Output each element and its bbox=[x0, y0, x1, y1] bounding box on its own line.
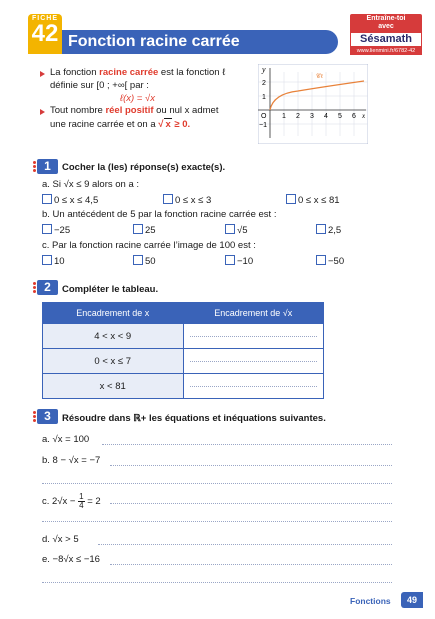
answer-line[interactable] bbox=[102, 444, 392, 445]
answer-line[interactable] bbox=[190, 361, 318, 362]
q3b: b. 8 − √x = −7 bbox=[42, 455, 101, 466]
q1b-option[interactable] bbox=[316, 224, 341, 237]
section3-number: 3 bbox=[37, 409, 58, 424]
table-row bbox=[43, 374, 324, 399]
checkbox[interactable] bbox=[42, 255, 52, 265]
option-label: 10 bbox=[54, 256, 65, 267]
section1-title: Cocher la (les) réponse(s) exacte(s). bbox=[62, 162, 226, 173]
promo-line2: avec bbox=[378, 23, 394, 30]
q3c bbox=[42, 493, 101, 510]
graph-origin: O bbox=[261, 113, 267, 120]
checkbox[interactable] bbox=[316, 255, 326, 265]
q1a-prompt: a. Si √x ≤ 9 alors on a : bbox=[42, 179, 140, 190]
checkbox[interactable] bbox=[42, 224, 52, 234]
def-text: La fonction bbox=[50, 67, 100, 78]
option-label: −25 bbox=[54, 225, 71, 236]
checkbox[interactable] bbox=[225, 255, 235, 265]
section1-number: 1 bbox=[37, 159, 58, 174]
graph-x-tick: 2 bbox=[296, 113, 300, 120]
graph-x-tick: 1 bbox=[282, 113, 286, 120]
checkbox[interactable] bbox=[286, 194, 296, 204]
def-line5 bbox=[50, 118, 190, 131]
graph-curve-label: 𝒞ℓ bbox=[316, 74, 324, 80]
graph-y-tick: −1 bbox=[259, 122, 267, 129]
checkbox[interactable] bbox=[133, 255, 143, 265]
page-title: Fonction racine carrée bbox=[68, 33, 240, 50]
bullet-icon bbox=[40, 71, 45, 77]
def-highlight: racine carrée bbox=[99, 67, 159, 78]
table-header-x: Encadrement de x bbox=[43, 303, 184, 324]
q1c-option[interactable] bbox=[316, 255, 344, 268]
def-sqrt-highlight: √ x bbox=[158, 119, 171, 130]
answer-cell[interactable] bbox=[183, 349, 324, 374]
q3d: d. √x > 5 bbox=[42, 534, 79, 545]
fiche-label: FICHE bbox=[32, 15, 58, 22]
promo-callout bbox=[350, 14, 422, 32]
graph-x-label: x bbox=[362, 112, 366, 120]
q3c-pre: c. 2√x − bbox=[42, 496, 76, 508]
section2-number: 2 bbox=[37, 280, 58, 295]
def-highlight: ≥ 0. bbox=[171, 119, 191, 130]
def-text: ou nul x admet bbox=[153, 105, 219, 116]
answer-line[interactable] bbox=[190, 386, 318, 387]
checkbox[interactable] bbox=[225, 224, 235, 234]
q1a-option[interactable] bbox=[42, 194, 98, 207]
def-line4 bbox=[50, 105, 218, 117]
fiche-badge bbox=[28, 14, 62, 54]
graph-frame bbox=[258, 64, 368, 144]
promo-url[interactable]: www.lienmini.fr/6782-42 bbox=[350, 47, 422, 55]
option-label: 50 bbox=[145, 256, 156, 267]
promo-box[interactable] bbox=[350, 14, 422, 64]
fraction bbox=[78, 493, 84, 510]
graph-x-tick: 6 bbox=[352, 113, 356, 120]
fiche-number: 42 bbox=[31, 20, 59, 47]
answer-line[interactable] bbox=[110, 564, 392, 565]
q1b-option[interactable] bbox=[133, 224, 156, 237]
answer-cell[interactable] bbox=[183, 374, 324, 399]
def-text: est la fonction ℓ bbox=[158, 67, 226, 78]
q1c-option[interactable] bbox=[225, 255, 253, 268]
option-label: −10 bbox=[237, 256, 254, 267]
answer-line[interactable] bbox=[42, 521, 392, 522]
page-number: 49 bbox=[401, 592, 423, 608]
def-line1 bbox=[50, 67, 225, 79]
q3e: e. −8√x ≤ −16 bbox=[42, 554, 100, 565]
def-formula: ℓ(x) = √x bbox=[120, 93, 155, 104]
option-label: 25 bbox=[145, 225, 156, 236]
promo-brand: Sésamath bbox=[350, 32, 422, 47]
q3c-post: = 2 bbox=[87, 496, 101, 508]
section2-title: Compléter le tableau. bbox=[62, 284, 159, 295]
option-label: 2,5 bbox=[328, 225, 342, 236]
table-cell: 4 < x < 9 bbox=[43, 324, 184, 349]
q1a-option[interactable] bbox=[163, 194, 211, 207]
answer-line[interactable] bbox=[42, 582, 392, 583]
def-text: une racine carrée et on a bbox=[50, 119, 159, 130]
answer-line[interactable] bbox=[110, 465, 392, 466]
answer-line[interactable] bbox=[42, 483, 392, 484]
checkbox[interactable] bbox=[163, 194, 173, 204]
graph-y-tick: 1 bbox=[262, 94, 266, 101]
q3a: a. √x = 100 bbox=[42, 434, 90, 445]
graph-x-tick: 4 bbox=[324, 113, 328, 120]
bullet-icon bbox=[40, 109, 45, 115]
answer-line[interactable] bbox=[98, 544, 392, 545]
q1c-option[interactable] bbox=[133, 255, 156, 268]
section3-title: Résoudre dans ℝ+ les équations et inéquations suivantes. bbox=[62, 413, 326, 424]
option-label: 0 ≤ x ≤ 3 bbox=[175, 195, 212, 206]
sqrt-graph bbox=[258, 64, 368, 144]
answer-line[interactable] bbox=[190, 336, 318, 337]
checkbox[interactable] bbox=[42, 194, 52, 204]
table-cell: 0 < x ≤ 7 bbox=[43, 349, 184, 374]
table-cell: x < 81 bbox=[43, 374, 184, 399]
graph-x-tick: 3 bbox=[310, 113, 314, 120]
option-label: √5 bbox=[237, 225, 248, 236]
graph-x-tick: 5 bbox=[338, 113, 342, 120]
option-label: 0 ≤ x ≤ 81 bbox=[298, 195, 340, 206]
promo-line1: Entraîne-toi bbox=[366, 15, 406, 22]
table-row bbox=[43, 324, 324, 349]
fraction-num: 1 bbox=[79, 492, 84, 501]
encadrement-table bbox=[42, 302, 324, 399]
answer-line[interactable] bbox=[110, 503, 392, 504]
table-header-sqrtx: Encadrement de √x bbox=[183, 303, 324, 324]
option-label: 0 ≤ x ≤ 4,5 bbox=[54, 195, 99, 206]
q1c-prompt: c. Par la fonction racine carrée l’image de 100 est : bbox=[42, 240, 256, 251]
q1c-option[interactable] bbox=[42, 255, 65, 268]
q1b-prompt: b. Un antécédent de 5 par la fonction racine carrée est : bbox=[42, 209, 277, 220]
option-label: −50 bbox=[328, 256, 345, 267]
q1b-option[interactable] bbox=[225, 224, 248, 237]
table-row bbox=[43, 349, 324, 374]
checkbox[interactable] bbox=[316, 224, 326, 234]
footer-chapter: Fonctions bbox=[350, 596, 391, 606]
checkbox[interactable] bbox=[133, 224, 143, 234]
q1a-option[interactable] bbox=[286, 194, 340, 207]
def-highlight: réel positif bbox=[105, 105, 154, 116]
def-line2: définie sur [0 ; +∞[ par : bbox=[50, 80, 149, 91]
fraction-den: 4 bbox=[79, 501, 84, 510]
answer-cell[interactable] bbox=[183, 324, 324, 349]
graph-y-tick: 2 bbox=[262, 80, 266, 87]
def-text: Tout nombre bbox=[50, 105, 106, 116]
q1b-option[interactable] bbox=[42, 224, 70, 237]
graph-y-label: y bbox=[262, 65, 266, 74]
